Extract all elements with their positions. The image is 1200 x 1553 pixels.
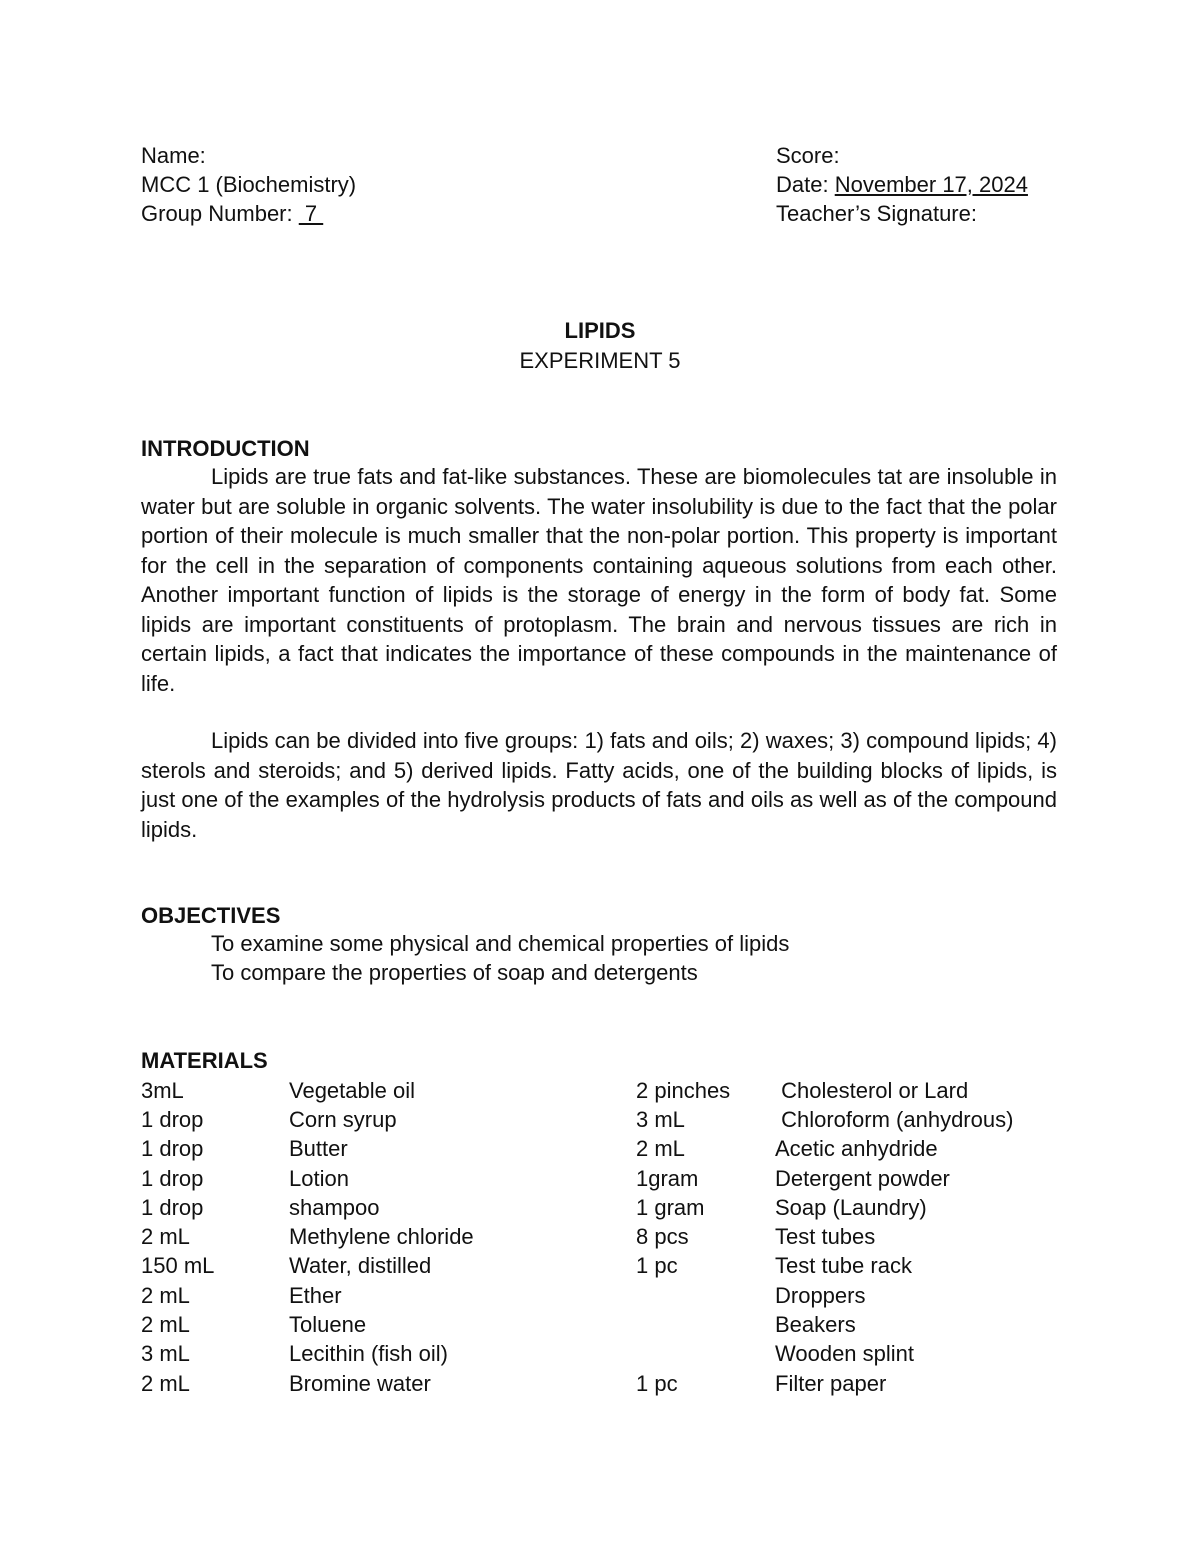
material-name: Ether bbox=[289, 1283, 342, 1308]
introduction-paragraph-2: Lipids can be divided into five groups: 1) fats and oils; 2) waxes; 3) compound lipids; 4) sterols and steroids; and 5) derived lipids. Fatty acids, one of the building blocks of lipids, is just one of the examples of the hydrolysis products of fats and oils as well as of the compound lipids. bbox=[141, 728, 1057, 842]
date-value: November 17, 2024 bbox=[834, 172, 1028, 197]
materials-row bbox=[141, 1105, 1061, 1135]
material-name: Wooden splint bbox=[775, 1341, 915, 1366]
material-name: Chloroform (anhydrous) bbox=[775, 1107, 1014, 1132]
material-quantity: 2 mL bbox=[141, 1283, 190, 1308]
material-quantity: 3 mL bbox=[636, 1107, 685, 1132]
material-name: Filter paper bbox=[775, 1371, 887, 1396]
material-quantity: 1 drop bbox=[141, 1107, 204, 1132]
materials-row bbox=[141, 1164, 1061, 1194]
course-label: MCC 1 (Biochemistry) bbox=[141, 172, 357, 197]
material-quantity: 1 pc bbox=[636, 1371, 678, 1396]
material-name: Detergent powder bbox=[775, 1166, 950, 1191]
material-name: Cholesterol or Lard bbox=[775, 1078, 969, 1103]
material-quantity: 1 drop bbox=[141, 1195, 204, 1220]
material-name: Toluene bbox=[289, 1312, 367, 1337]
material-quantity: 1 gram bbox=[636, 1195, 705, 1220]
material-name: Lotion bbox=[289, 1166, 349, 1191]
introduction-heading: INTRODUCTION bbox=[141, 436, 310, 461]
material-quantity: 1 drop bbox=[141, 1166, 204, 1191]
date-label: Date: bbox=[776, 172, 829, 197]
material-name: Vegetable oil bbox=[289, 1078, 415, 1103]
material-quantity: 2 mL bbox=[636, 1136, 685, 1161]
materials-row bbox=[141, 1281, 1061, 1311]
material-name: Acetic anhydride bbox=[775, 1136, 938, 1161]
material-name: Soap (Laundry) bbox=[775, 1195, 927, 1220]
material-quantity: 1 pc bbox=[636, 1253, 678, 1278]
material-quantity: 1 drop bbox=[141, 1136, 204, 1161]
material-quantity: 2 mL bbox=[141, 1371, 190, 1396]
materials-row bbox=[141, 1222, 1061, 1252]
page-title: LIPIDS bbox=[564, 318, 636, 343]
objective-item-1: To examine some physical and chemical properties of lipids bbox=[211, 931, 790, 956]
material-name: Water, distilled bbox=[289, 1253, 432, 1278]
material-quantity: 8 pcs bbox=[636, 1224, 689, 1249]
material-name: Test tubes bbox=[775, 1224, 876, 1249]
material-quantity: 2 mL bbox=[141, 1312, 190, 1337]
material-quantity: 150 mL bbox=[141, 1253, 215, 1278]
material-quantity: 1gram bbox=[636, 1166, 699, 1191]
material-quantity: 2 pinches bbox=[636, 1078, 731, 1103]
material-name: Droppers bbox=[775, 1283, 866, 1308]
objectives-heading: OBJECTIVES bbox=[141, 903, 281, 928]
material-quantity: 2 mL bbox=[141, 1224, 190, 1249]
page-subtitle: EXPERIMENT 5 bbox=[519, 348, 681, 373]
material-name: Bromine water bbox=[289, 1371, 431, 1396]
material-name: Methylene chloride bbox=[289, 1224, 474, 1249]
materials-row bbox=[141, 1369, 1061, 1399]
name-label: Name: bbox=[141, 143, 206, 168]
signature-label: Teacher’s Signature: bbox=[776, 201, 977, 226]
materials-row bbox=[141, 1251, 1061, 1281]
score-label: Score: bbox=[776, 143, 840, 168]
material-name: Corn syrup bbox=[289, 1107, 397, 1132]
material-quantity: 3mL bbox=[141, 1078, 184, 1103]
group-label: Group Number: bbox=[141, 201, 293, 226]
introduction-paragraph-1: Lipids are true fats and fat-like substances. These are biomolecules tat are insoluble in water but are soluble in organic solvents. The water insolubility is due to the fact that the polar portion of their molecule is much smaller that the non-polar portion. This property is important for the cell in the separation of components containing aqueous solutions from each other. Another important function of lipids is the storage of energy in the form of body fat. Some lipids are important constituents of protoplasm. The brain and nervous tissues are rich in certain lipids, a fact that indicates the importance of these compounds in the maintenance of life. bbox=[141, 464, 1057, 696]
materials-row bbox=[141, 1134, 1061, 1164]
date-field bbox=[776, 170, 1028, 200]
objective-item-2: To compare the properties of soap and detergents bbox=[211, 960, 698, 985]
materials-row bbox=[141, 1076, 1061, 1106]
material-name: Beakers bbox=[775, 1312, 856, 1337]
materials-heading: MATERIALS bbox=[141, 1048, 268, 1073]
material-name: shampoo bbox=[289, 1195, 380, 1220]
material-quantity: 3 mL bbox=[141, 1341, 190, 1366]
materials-row bbox=[141, 1193, 1061, 1223]
material-name: Butter bbox=[289, 1136, 348, 1161]
material-name: Test tube rack bbox=[775, 1253, 912, 1278]
materials-row bbox=[141, 1339, 1061, 1369]
group-number bbox=[141, 199, 323, 229]
group-value: 7 bbox=[298, 201, 324, 226]
materials-row bbox=[141, 1310, 1061, 1340]
material-name: Lecithin (fish oil) bbox=[289, 1341, 448, 1366]
